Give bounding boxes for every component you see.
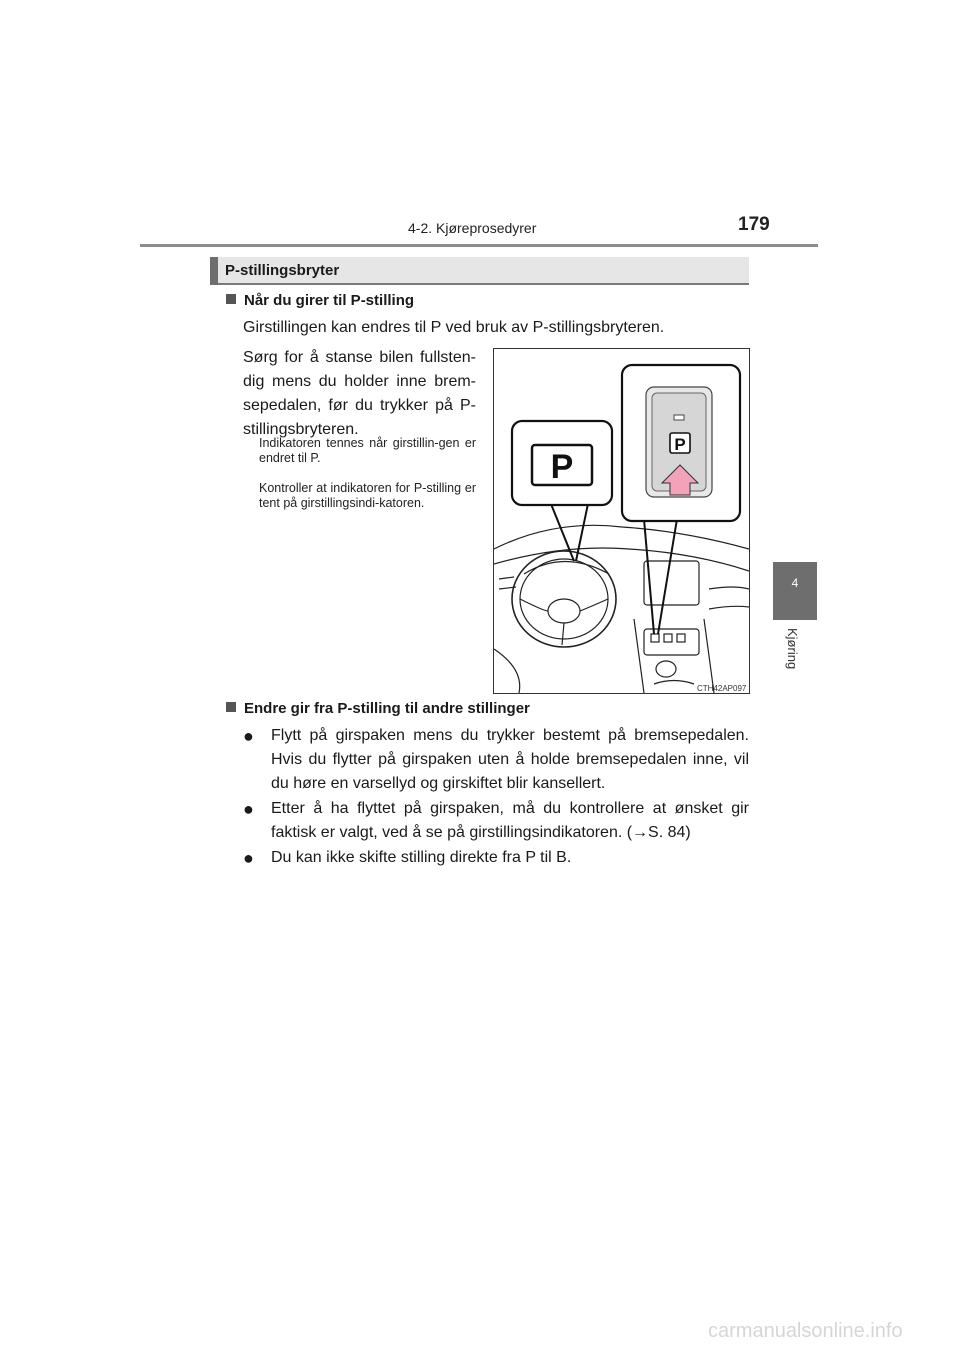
running-header-section: 4-2. Kjøreprosedyrer	[408, 220, 537, 236]
watermark: carmanualsonline.info	[708, 1320, 903, 1342]
list-item-text: Du kan ikke skifte stilling direkte fra P til B.	[271, 849, 572, 866]
callout-p-letter-small: P	[674, 435, 686, 454]
list-item-text: Flytt på girspaken mens du trykker bestemt på bremsepedalen. Hvis du flytter på girspaken uten å holde bremsepedalen inne, vil du høre en varsellyd og girskiftet blir kansellert.	[271, 727, 749, 792]
dashboard-drawing	[494, 349, 749, 693]
square-bullet-icon	[226, 294, 236, 304]
subheading-text: Når du girer til P-stilling	[244, 292, 415, 309]
instruction-paragraph: Sørg for å stanse bilen fullsten-dig mens du holder inne brem-sepedalen, før du trykker på P-stillingsbryteren.	[243, 349, 476, 438]
round-bullet-icon: ●	[243, 726, 254, 746]
callout-p-letter-large: P	[550, 448, 574, 486]
subheading-text: Endre gir fra P-stilling til andre stillinger	[244, 700, 530, 717]
round-bullet-icon: ●	[243, 848, 254, 868]
round-bullet-icon: ●	[243, 799, 254, 819]
section-title: P-stillingsbryter	[225, 262, 340, 279]
section-heading-accent	[210, 257, 218, 285]
list-item	[243, 797, 749, 845]
list-item	[243, 846, 749, 870]
list-item	[243, 724, 749, 796]
dashboard-illustration	[493, 348, 750, 694]
intro-paragraph: Girstillingen kan endres til P ved bruk av P-stillingsbryteren.	[243, 319, 665, 336]
chapter-label: Kjøring	[785, 628, 800, 670]
subheading-shift-to-p	[226, 292, 414, 309]
chapter-tab	[773, 562, 817, 620]
note-check-indicator: Kontroller at indikatoren for P-stilling er tent på girstillingsindi-katoren.	[259, 481, 476, 510]
subheading-shift-from-p	[226, 700, 530, 717]
header-rule	[140, 244, 818, 247]
chapter-number: 4	[791, 576, 799, 590]
square-bullet-icon	[226, 702, 236, 712]
note-indicator-lights: Indikatoren tennes når girstillin-gen er endret til P.	[259, 436, 476, 465]
figure-caption: CTH42AP097	[697, 684, 747, 693]
list-item-text: Etter å ha flyttet på girspaken, må du kontrollere at ønsket gir faktisk er valgt, ved å se på girstillingsindikatoren. (→S. 84)	[271, 800, 749, 841]
page-number: 179	[738, 214, 770, 235]
